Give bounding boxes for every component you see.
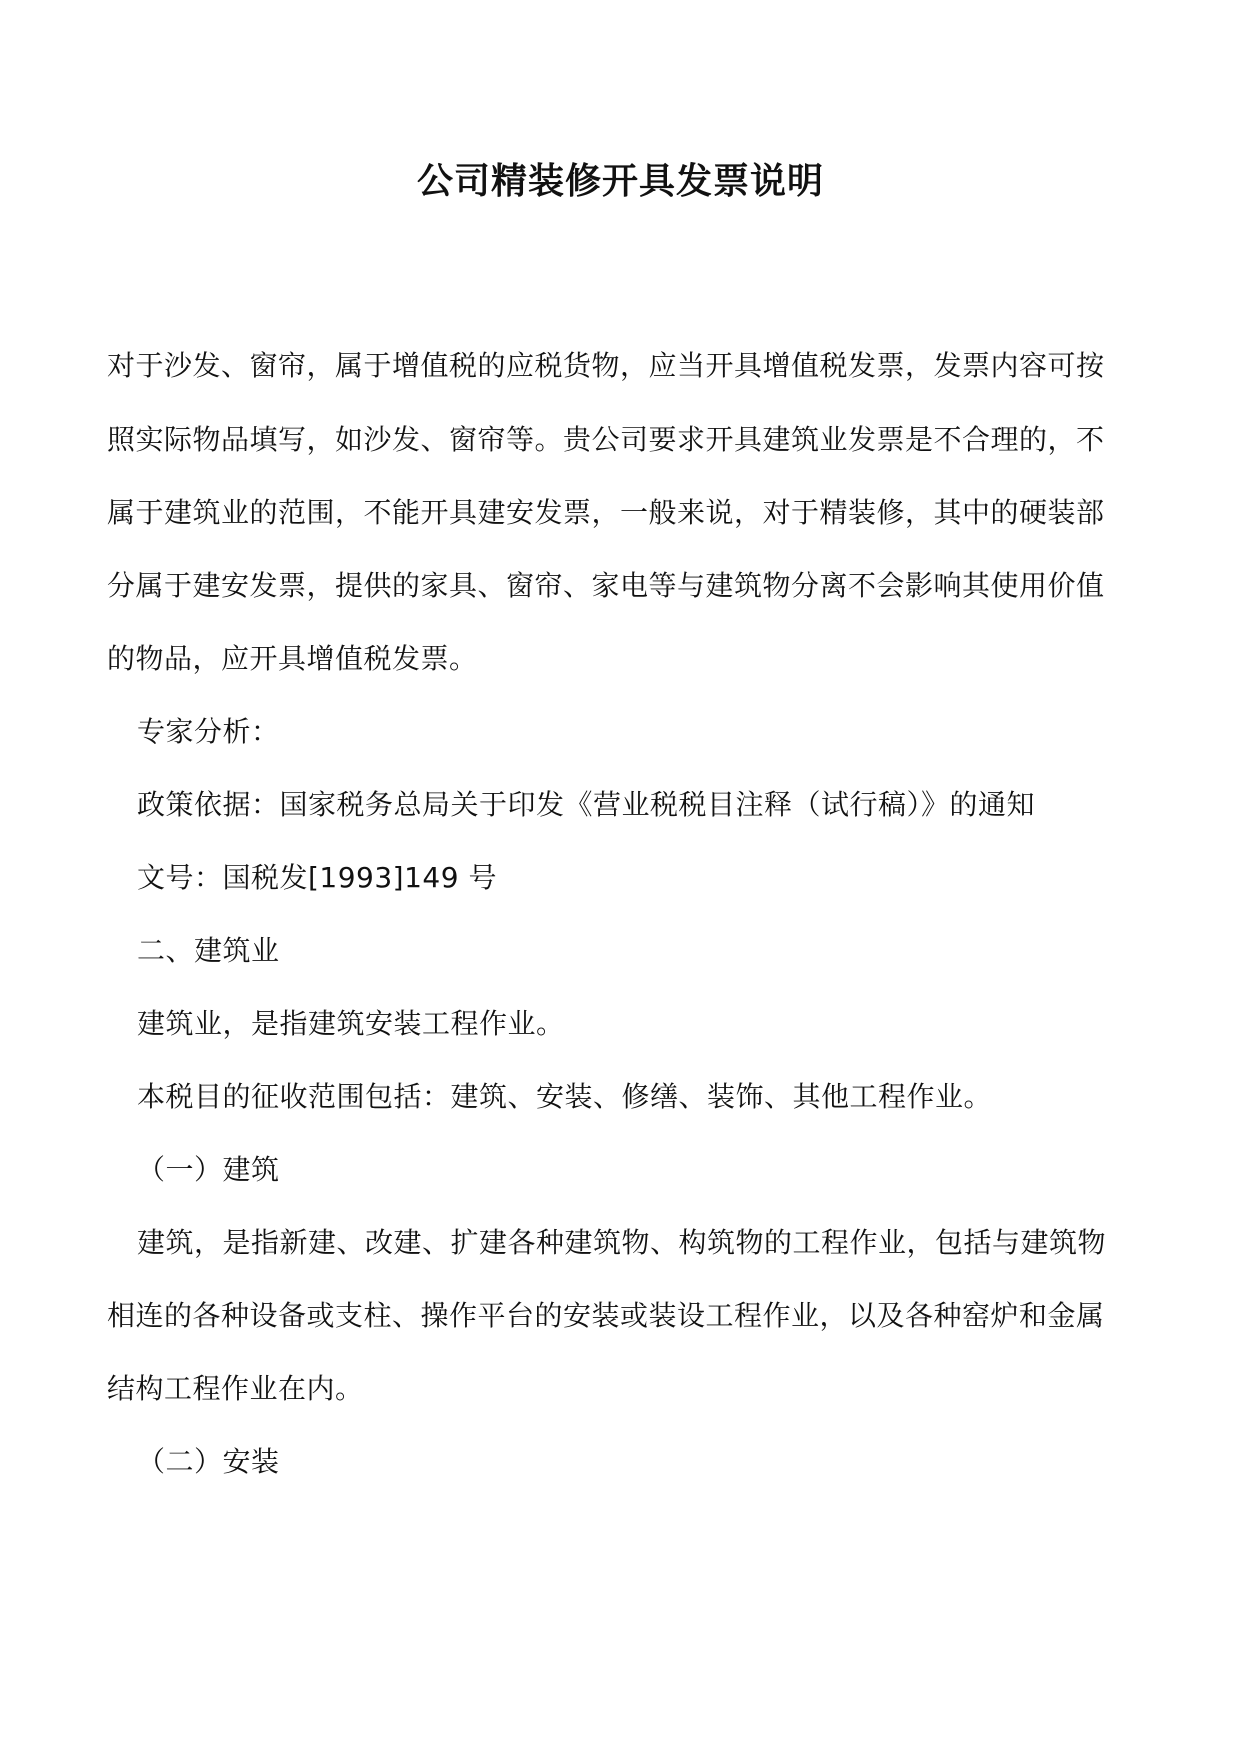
policy-basis: 政策依据：国家税务总局关于印发《营业税税目注释（试行稿）》的通知 (137, 788, 1036, 821)
subsection-heading: （二）安装 (137, 1445, 280, 1478)
paragraph-line: 属于建筑业的范围，不能开具建安发票，一般来说，对于精装修，其中的硬装部 (107, 496, 1105, 529)
section-scope: 本税目的征收范围包括：建筑、安装、修缮、装饰、其他工程作业。 (137, 1080, 993, 1113)
paragraph-line: 的物品，应开具增值税发票。 (107, 642, 478, 675)
paragraph-line: 照实际物品填写，如沙发、窗帘等。贵公司要求开具建筑业发票是不合理的，不 (107, 423, 1105, 456)
section-heading: 二、建筑业 (137, 934, 280, 967)
paragraph-line: 相连的各种设备或支柱、操作平台的安装或装设工程作业，以及各种窑炉和金属 (107, 1299, 1105, 1332)
paragraph-line: 结构工程作业在内。 (107, 1372, 364, 1405)
paragraph-line: 对于沙发、窗帘，属于增值税的应税货物，应当开具增值税发票，发票内容可按 (107, 349, 1105, 382)
subsection-heading: （一）建筑 (137, 1153, 280, 1186)
document-number: 文号：国税发[1993]149 号 (137, 861, 497, 894)
section-definition: 建筑业，是指建筑安装工程作业。 (137, 1007, 565, 1040)
paragraph-line: 建筑，是指新建、改建、扩建各种建筑物、构筑物的工程作业，包括与建筑物 (137, 1226, 1107, 1259)
expert-analysis-label: 专家分析： (137, 715, 280, 748)
document-title: 公司精装修开具发票说明 (416, 161, 824, 202)
paragraph-line: 分属于建安发票，提供的家具、窗帘、家电等与建筑物分离不会影响其使用价值 (107, 569, 1105, 602)
